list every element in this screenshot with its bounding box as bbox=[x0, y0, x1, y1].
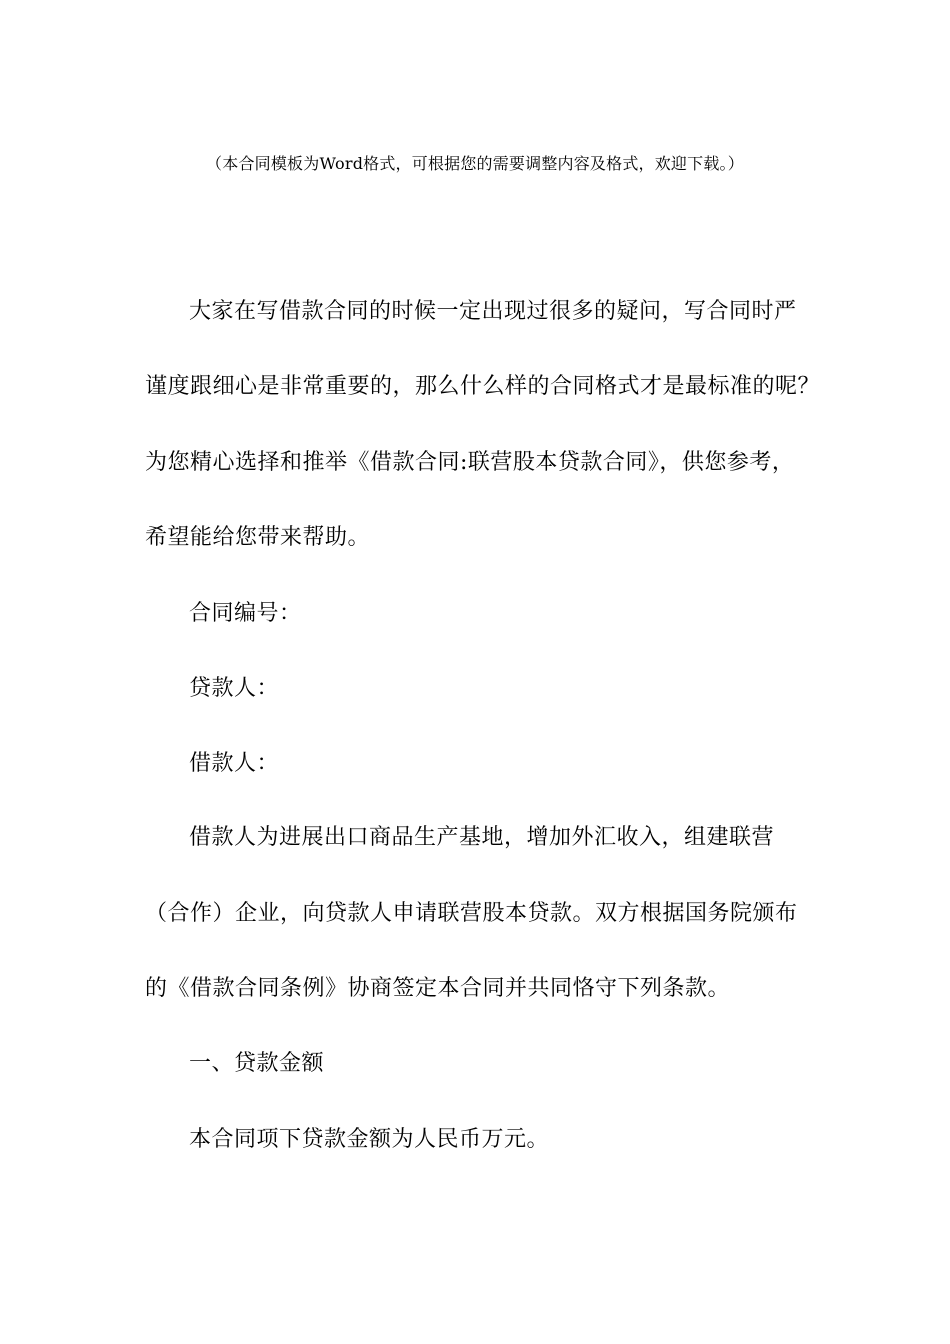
preamble-line-1: 借款人为进展出口商品生产基地，增加外汇收入，组建联营 bbox=[189, 825, 775, 850]
borrower-label: 借款人： bbox=[189, 751, 280, 776]
preamble-line-3: 的《借款合同条例》协商签定本合同并共同恪守下列条款。 bbox=[145, 976, 731, 1001]
preamble-line-2: （合作）企业，向贷款人申请联营股本贷款。双方根据国务院颁布 bbox=[145, 901, 798, 926]
template-note: （本合同模板为Word格式，可根据您的需要调整内容及格式，欢迎下载。） bbox=[206, 154, 744, 173]
lender-label: 贷款人： bbox=[189, 676, 280, 701]
intro-line-2: 谨度跟细心是非常重要的，那么什么样的合同格式才是最标准的呢？ bbox=[145, 374, 821, 399]
section-1-heading: 一、贷款金额 bbox=[189, 1051, 325, 1076]
intro-line-1: 大家在写借款合同的时候一定出现过很多的疑问，写合同时严 bbox=[189, 299, 797, 324]
section-1-text: 本合同项下贷款金额为人民币万元。 bbox=[189, 1127, 550, 1152]
intro-line-4: 希望能给您带来帮助。 bbox=[145, 525, 371, 550]
contract-number-label: 合同编号： bbox=[189, 601, 302, 626]
intro-line-3: 为您精心选择和推举《借款合同:联营股本贷款合同》，供您参考， bbox=[145, 450, 795, 475]
